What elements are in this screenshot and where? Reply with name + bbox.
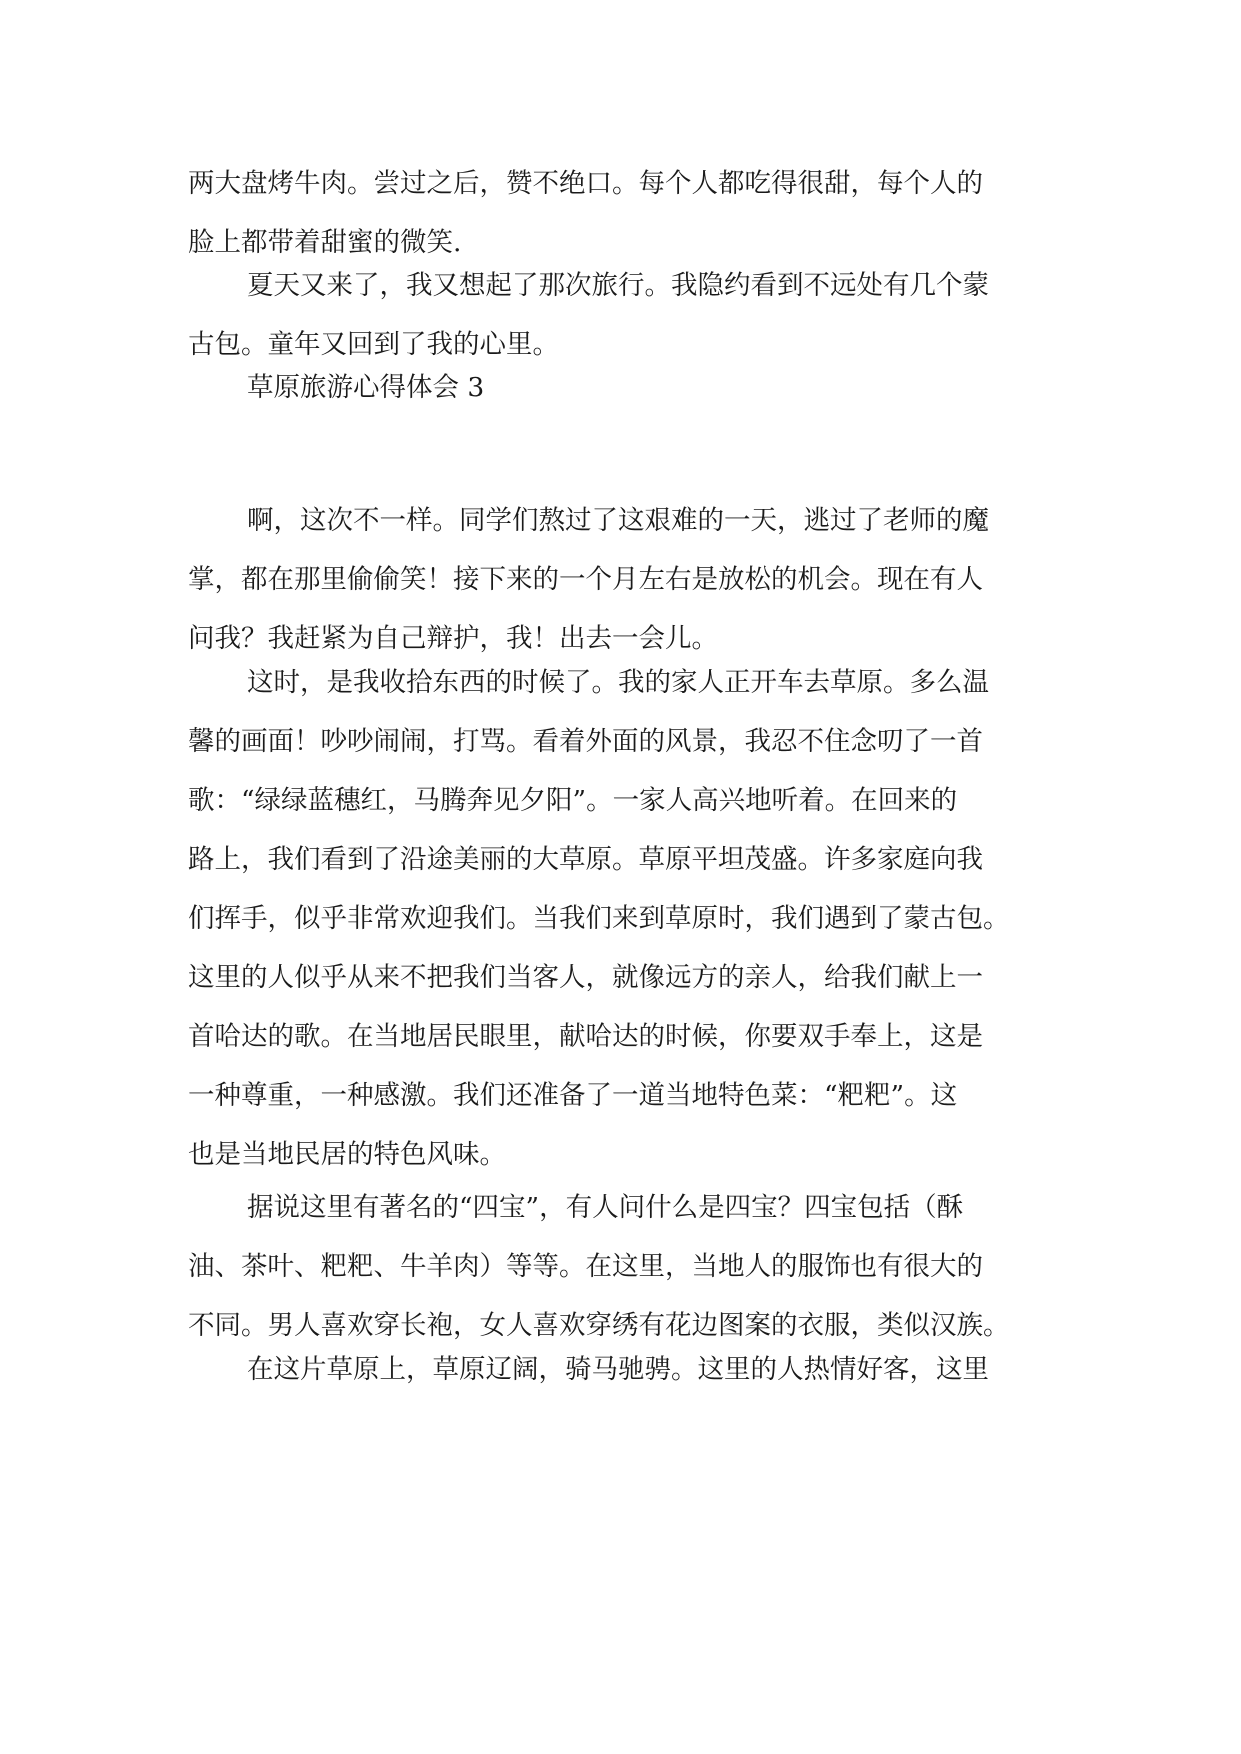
- text-line: 掌，都在那里偷偷笑！接下来的一个月左右是放松的机会。现在有人: [188, 564, 983, 595]
- text-line: 啊，这次不一样。同学们熬过了这艰难的一天，逃过了老师的魔: [247, 505, 989, 536]
- text-line: 据说这里有著名的“四宝”，有人问什么是四宝？四宝包括（酥: [247, 1192, 964, 1223]
- paragraph-roast-beef: [188, 154, 1058, 272]
- paragraph-summer-memory: [188, 256, 1058, 374]
- text-line: 夏天又来了，我又想起了那次旅行。我隐约看到不远处有几个蒙: [247, 270, 989, 301]
- paragraph-grassland-riding: [188, 1340, 1058, 1399]
- text-line: 这里的人似乎从来不把我们当客人，就像远方的亲人，给我们献上一: [188, 962, 983, 993]
- text-line: 古包。童年又回到了我的心里。: [188, 329, 559, 360]
- text-line: 馨的画面！吵吵闹闹，打骂。看着外面的风景，我忍不住念叨了一首: [188, 726, 983, 757]
- paragraph-four-treasures: [188, 1178, 1058, 1355]
- text-line: 油、茶叶、粑粑、牛羊肉）等等。在这里，当地人的服饰也有很大的: [188, 1251, 983, 1282]
- paragraph-vacation-start: [188, 491, 1058, 668]
- text-line: 脸上都带着甜蜜的微笑.: [188, 227, 462, 258]
- text-line: 一种尊重，一种感激。我们还准备了一道当地特色菜：“粑粑”。这: [188, 1080, 958, 1111]
- text-line: 这时，是我收拾东西的时候了。我的家人正开车去草原。多么温: [247, 667, 989, 698]
- section-title: 草原旅游心得体会 3: [247, 372, 485, 403]
- text-line: 路上，我们看到了沿途美丽的大草原。草原平坦茂盛。许多家庭向我: [188, 844, 983, 875]
- text-line: 两大盘烤牛肉。尝过之后，赞不绝口。每个人都吃得很甜，每个人的: [188, 168, 983, 199]
- text-line: 在这片草原上，草原辽阔，骑马驰骋。这里的人热情好客，这里: [247, 1354, 989, 1385]
- text-line: 问我？我赶紧为自己辩护，我！出去一会儿。: [188, 623, 718, 654]
- paragraph-trip-to-grassland: [188, 653, 1058, 1184]
- text-line: 歌：“绿绿蓝穗红，马腾奔见夕阳”。一家人高兴地听着。在回来的: [188, 785, 958, 816]
- text-line: 也是当地民居的特色风味。: [188, 1139, 506, 1170]
- text-line: 不同。男人喜欢穿长袍，女人喜欢穿绣有花边图案的衣服，类似汉族。: [188, 1310, 1010, 1341]
- text-line: 首哈达的歌。在当地居民眼里，献哈达的时候，你要双手奉上，这是: [188, 1021, 983, 1052]
- text-line: 们挥手，似乎非常欢迎我们。当我们来到草原时，我们遇到了蒙古包。: [188, 903, 1010, 934]
- section-heading: [188, 358, 1058, 417]
